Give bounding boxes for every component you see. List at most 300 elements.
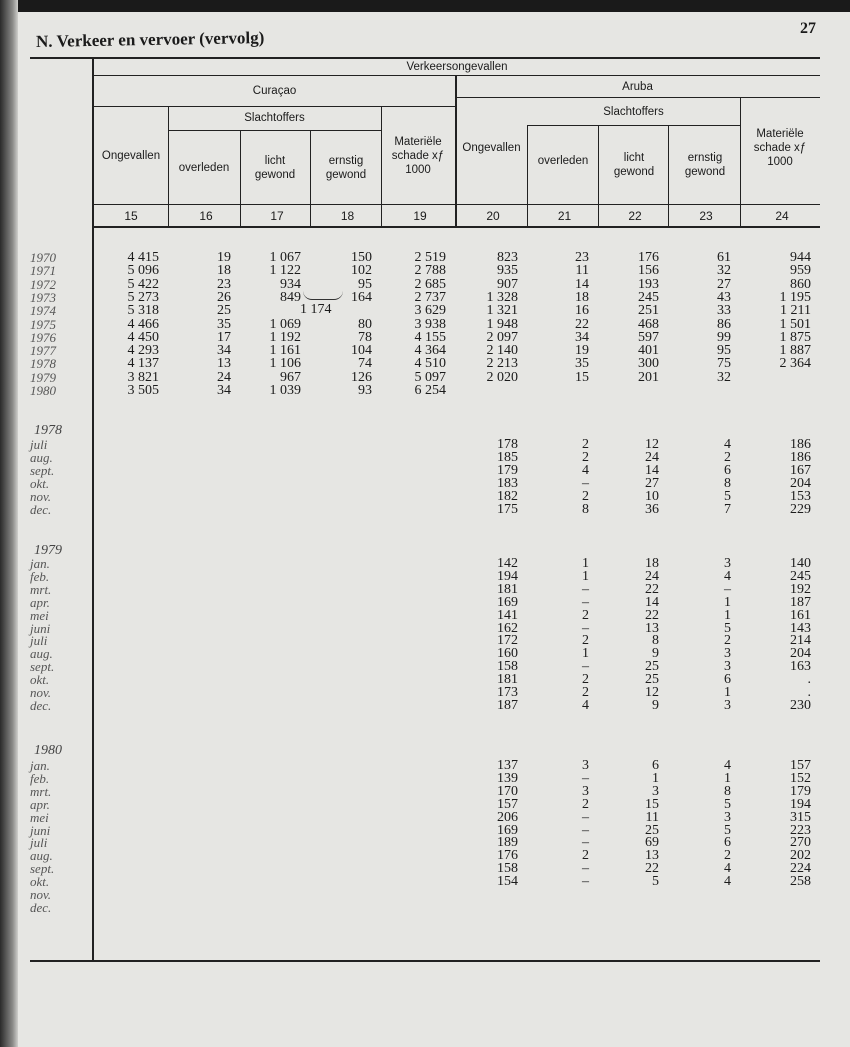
table-cell <box>92 901 168 914</box>
table-cell: 142 <box>497 556 518 571</box>
table-cell: 204 <box>790 475 811 491</box>
column-number: 23 <box>699 209 713 223</box>
row-label: 1971 <box>30 263 56 279</box>
table-cell: 179 <box>790 783 811 799</box>
row-label: jan. <box>30 556 50 571</box>
table-cell: 43 <box>717 289 731 305</box>
table-cell <box>240 862 310 875</box>
table-cell: 2 <box>582 437 589 452</box>
table-cell: 13 <box>645 848 659 864</box>
row-label: 1978 <box>30 356 56 372</box>
table-cell <box>310 772 381 785</box>
table-cell <box>168 622 240 635</box>
table-cell: 95 <box>717 343 731 359</box>
table-row <box>30 686 820 699</box>
table-cell: 8 <box>724 475 731 491</box>
table-cell <box>168 570 240 583</box>
table-cell <box>381 583 455 596</box>
table-cell: 934 <box>280 276 301 292</box>
table-cell <box>381 570 455 583</box>
table-row <box>30 660 820 673</box>
table-cell: 78 <box>358 329 372 345</box>
table-cell: 2 <box>582 607 589 623</box>
table-cell: . <box>807 672 811 688</box>
table-cell: 849 <box>280 289 301 305</box>
table-cell: 18 <box>645 556 659 571</box>
table-cell: – <box>582 874 589 890</box>
table-cell: 2 <box>724 848 731 864</box>
row-label: juni <box>30 620 51 636</box>
table-cell <box>168 772 240 785</box>
table-cell: 4 <box>582 697 589 713</box>
table-cell <box>381 824 455 837</box>
table-cell <box>527 384 598 397</box>
table-cell: 1 039 <box>269 383 301 398</box>
table-cell: 1 <box>724 770 731 786</box>
row-label: nov. <box>30 685 52 700</box>
table-cell: – <box>582 594 589 610</box>
table-cell: 186 <box>790 437 811 452</box>
table-cell: 169 <box>497 594 518 610</box>
table-cell: 4 364 <box>414 343 446 359</box>
table-cell <box>310 673 381 686</box>
table-cell <box>381 557 455 570</box>
table-cell: 1 <box>724 594 731 610</box>
table-cell <box>310 824 381 837</box>
table-row <box>30 583 820 596</box>
table-cell: 158 <box>497 659 518 675</box>
table-cell: 2 <box>582 848 589 864</box>
table-cell <box>240 686 310 699</box>
table-cell: 11 <box>575 263 589 279</box>
row-label: mei <box>30 809 49 825</box>
table-cell <box>92 686 168 699</box>
table-row <box>30 622 820 635</box>
table-cell <box>240 772 310 785</box>
table-cell: 223 <box>790 822 811 838</box>
table-cell <box>310 477 381 490</box>
table-cell: 2 <box>582 796 589 812</box>
table-cell: 1 321 <box>486 303 518 319</box>
row-label: okt. <box>30 874 50 890</box>
table-cell <box>381 438 455 451</box>
row-label: sept. <box>30 861 55 877</box>
table-cell <box>168 673 240 686</box>
table-cell: 4 415 <box>127 250 159 265</box>
table-cell <box>310 570 381 583</box>
brace-mark <box>303 291 343 300</box>
table-cell: 5 273 <box>127 289 159 305</box>
table-cell: 13 <box>645 620 659 636</box>
table-cell: 185 <box>497 449 518 465</box>
table-cell <box>240 570 310 583</box>
table-cell: – <box>582 835 589 851</box>
table-cell: 12 <box>645 437 659 452</box>
table-cell: – <box>582 770 589 786</box>
table-row <box>30 570 820 583</box>
table-cell: 14 <box>645 462 659 478</box>
table-cell: 4 510 <box>414 356 446 372</box>
table-cell: 36 <box>645 501 659 517</box>
table-cell: 3 <box>724 659 731 675</box>
table-cell: 1 161 <box>269 343 301 359</box>
table-cell <box>168 596 240 609</box>
table-cell: 27 <box>717 276 731 292</box>
table-cell: 251 <box>638 303 659 319</box>
table-cell: 161 <box>790 607 811 623</box>
table-cell <box>92 622 168 635</box>
table-cell: 186 <box>790 449 811 465</box>
table-cell <box>168 849 240 862</box>
row-label: dec. <box>30 501 52 517</box>
table-cell: 80 <box>358 316 372 332</box>
table-cell: 24 <box>645 568 659 584</box>
table-cell: 19 <box>575 343 589 359</box>
table-cell: 176 <box>638 250 659 265</box>
table-cell: 157 <box>790 758 811 773</box>
table-cell <box>310 699 381 712</box>
row-label: 1973 <box>30 289 56 305</box>
table-cell: 183 <box>497 475 518 491</box>
header-verkeersongevallen: Verkeersongevallen <box>406 61 508 73</box>
table-cell <box>168 888 240 901</box>
table-cell: 34 <box>575 329 589 345</box>
table-cell <box>92 647 168 660</box>
table-cell <box>310 862 381 875</box>
table-cell: 194 <box>497 568 518 584</box>
table-cell: 860 <box>790 276 811 292</box>
table-cell: 2 364 <box>779 356 811 372</box>
table-cell: 74 <box>358 356 372 372</box>
table-cell <box>92 477 168 490</box>
table-cell: 10 <box>645 488 659 504</box>
table-cell: 300 <box>638 356 659 372</box>
table-cell: 9 <box>652 646 659 662</box>
table-cell <box>240 609 310 622</box>
table-cell: 1 <box>582 568 589 584</box>
table-cell: 5 097 <box>414 369 446 385</box>
table-cell: 2 020 <box>486 369 518 385</box>
table-cell: 3 <box>582 783 589 799</box>
table-cell: 178 <box>497 437 518 452</box>
table-cell <box>381 836 455 849</box>
table-cell <box>168 901 240 914</box>
table-cell <box>240 699 310 712</box>
table-cell <box>381 686 455 699</box>
table-cell <box>310 811 381 824</box>
table-cell <box>310 609 381 622</box>
table-cell: 7 <box>724 501 731 517</box>
header-licht-gewond: licht gewond <box>613 152 655 178</box>
table-cell <box>240 477 310 490</box>
table-cell: 163 <box>790 659 811 675</box>
table-cell <box>240 647 310 660</box>
table-cell <box>240 503 310 516</box>
table-cell <box>381 503 455 516</box>
table-cell <box>92 464 168 477</box>
table-cell: 187 <box>790 594 811 610</box>
table-cell: 468 <box>638 316 659 332</box>
table-row <box>30 557 820 570</box>
row-label: mrt. <box>30 581 52 597</box>
row-label: aug. <box>30 646 53 662</box>
table-cell: 154 <box>497 874 518 890</box>
column-number: 15 <box>124 209 138 223</box>
table-cell <box>168 464 240 477</box>
table-cell: 1 195 <box>779 289 811 305</box>
table-cell <box>740 371 820 384</box>
table-cell: – <box>582 581 589 597</box>
table-cell: 4 <box>724 758 731 773</box>
table-cell: 823 <box>497 250 518 265</box>
bottom-rule <box>30 960 820 962</box>
row-label: apr. <box>30 796 50 812</box>
table-row <box>30 798 820 811</box>
table-row <box>30 901 820 914</box>
table-cell <box>92 503 168 516</box>
table-cell <box>168 862 240 875</box>
table-cell: 3 505 <box>127 383 159 398</box>
table-cell <box>168 557 240 570</box>
table-cell <box>381 673 455 686</box>
table-cell: 270 <box>790 835 811 851</box>
table-cell: 204 <box>790 646 811 662</box>
table-cell <box>168 811 240 824</box>
table-cell <box>310 451 381 464</box>
table-cell: 61 <box>717 250 731 265</box>
table-cell <box>240 583 310 596</box>
row-label: aug. <box>30 848 53 864</box>
table-cell <box>527 901 598 914</box>
table-row <box>30 849 820 862</box>
table-cell: 104 <box>351 343 372 359</box>
table-cell: 214 <box>790 633 811 649</box>
table-cell <box>168 686 240 699</box>
table-cell <box>455 901 527 914</box>
table-cell: 139 <box>497 770 518 786</box>
header-rule <box>94 204 820 205</box>
table-row <box>30 477 820 490</box>
table-cell: 1 069 <box>269 316 301 332</box>
table-cell: – <box>582 861 589 877</box>
table-cell <box>381 772 455 785</box>
table-cell: 4 155 <box>414 329 446 345</box>
table-cell <box>310 634 381 647</box>
header-slachtoffers-aruba: Slachtoffers <box>603 106 664 118</box>
row-label: juli <box>30 835 48 851</box>
table-cell <box>668 384 740 397</box>
table-cell <box>310 622 381 635</box>
table-cell: 69 <box>645 835 659 851</box>
row-label: 1974 <box>30 303 56 319</box>
column-number: 16 <box>199 209 213 223</box>
table-cell <box>310 596 381 609</box>
table-cell: 152 <box>790 770 811 786</box>
table-cell <box>598 888 668 901</box>
table-cell <box>381 451 455 464</box>
combined-1973-1974-value: 1 174 <box>300 302 332 317</box>
table-cell: 1 <box>652 770 659 786</box>
table-cell <box>381 862 455 875</box>
table-cell <box>240 888 310 901</box>
table-cell <box>168 634 240 647</box>
table-row <box>30 278 820 291</box>
table-cell: 935 <box>497 263 518 279</box>
row-label: juli <box>30 437 48 452</box>
table-cell: 102 <box>351 263 372 279</box>
table-row <box>30 759 820 772</box>
table-cell: 5 <box>652 874 659 890</box>
table-cell <box>92 759 168 772</box>
table-cell: 35 <box>217 316 231 332</box>
table-cell <box>92 888 168 901</box>
table-cell: 4 <box>582 462 589 478</box>
table-cell: 24 <box>645 449 659 465</box>
table-cell: 181 <box>497 581 518 597</box>
table-row <box>30 785 820 798</box>
row-label: mrt. <box>30 783 52 799</box>
table-cell <box>92 596 168 609</box>
table-cell: 175 <box>497 501 518 517</box>
table-cell <box>240 836 310 849</box>
column-number: 19 <box>413 209 427 223</box>
table-cell <box>168 785 240 798</box>
table-cell <box>168 477 240 490</box>
table-cell: 2 <box>582 488 589 504</box>
row-label: juli <box>30 633 48 649</box>
table-cell: 315 <box>790 809 811 825</box>
table-cell: – <box>724 581 731 597</box>
table-cell: – <box>582 620 589 636</box>
column-number: 24 <box>775 209 789 223</box>
table-cell: 25 <box>217 303 231 319</box>
table-cell <box>310 836 381 849</box>
table-cell: 179 <box>497 462 518 478</box>
header-ongevallen-curacao: Ongevallen <box>101 149 161 162</box>
table-cell: 182 <box>497 488 518 504</box>
table-cell: 141 <box>497 607 518 623</box>
row-label: mei <box>30 607 49 623</box>
table-cell: 162 <box>497 620 518 636</box>
book-binding-edge <box>0 0 18 1047</box>
table-cell: 12 <box>645 685 659 700</box>
table-cell <box>740 384 820 397</box>
table-cell: 1 <box>582 556 589 571</box>
table-cell: 18 <box>575 289 589 305</box>
table-row <box>30 862 820 875</box>
table-row <box>30 811 820 824</box>
table-cell <box>92 849 168 862</box>
header-rule <box>94 226 820 228</box>
table-cell <box>310 438 381 451</box>
section-year: 1979 <box>34 543 62 558</box>
table-cell <box>168 875 240 888</box>
table-cell <box>92 699 168 712</box>
table-cell: 2 <box>724 633 731 649</box>
table-cell: 6 <box>652 758 659 773</box>
table-cell: 32 <box>717 263 731 279</box>
table-row <box>30 291 820 304</box>
page-number: 27 <box>800 20 816 37</box>
table-cell: 1 875 <box>779 329 811 345</box>
table-cell: 8 <box>724 783 731 799</box>
table-row <box>30 772 820 785</box>
table-cell: 1 122 <box>269 263 301 279</box>
table-cell: 23 <box>217 276 231 292</box>
column-number: 20 <box>486 209 500 223</box>
table-cell <box>740 888 820 901</box>
table-cell <box>92 862 168 875</box>
row-label: sept. <box>30 462 55 478</box>
table-cell <box>168 699 240 712</box>
header-ongevallen-aruba: Ongevallen <box>462 142 521 154</box>
table-cell <box>310 583 381 596</box>
table-cell: 201 <box>638 369 659 385</box>
table-cell: – <box>582 475 589 491</box>
table-cell: 157 <box>497 796 518 812</box>
table-cell <box>92 772 168 785</box>
table-row <box>30 264 820 277</box>
table-cell: 167 <box>790 462 811 478</box>
table-cell <box>92 583 168 596</box>
table-cell: 1 067 <box>269 250 301 265</box>
table-cell: 3 <box>652 783 659 799</box>
row-label: 1972 <box>30 276 56 292</box>
table-cell: 3 <box>724 646 731 662</box>
table-cell <box>381 811 455 824</box>
table-cell <box>668 901 740 914</box>
table-row <box>30 596 820 609</box>
header-slachtoffers-curacao: Slachtoffers <box>244 112 305 124</box>
table-cell: 86 <box>717 316 731 332</box>
row-label: 1979 <box>30 369 56 385</box>
table-cell <box>92 490 168 503</box>
table-cell: 1 <box>724 607 731 623</box>
table-cell: 4 <box>724 437 731 452</box>
table-cell: 170 <box>497 783 518 799</box>
table-cell: 4 <box>724 861 731 877</box>
table-cell <box>240 557 310 570</box>
table-cell: 6 254 <box>414 383 446 398</box>
table-cell: 2 788 <box>414 263 446 279</box>
table-cell: 230 <box>790 697 811 713</box>
table-cell: 156 <box>638 263 659 279</box>
table-cell: 206 <box>497 809 518 825</box>
table-cell: 1 501 <box>779 316 811 332</box>
table-cell <box>92 557 168 570</box>
table-cell <box>92 660 168 673</box>
table-cell: 158 <box>497 861 518 877</box>
table-cell: 192 <box>790 581 811 597</box>
table-cell <box>240 785 310 798</box>
header-aruba: Aruba <box>622 81 653 93</box>
table-cell: 15 <box>645 796 659 812</box>
table-cell: 34 <box>217 383 231 398</box>
table-cell <box>168 583 240 596</box>
table-row <box>30 344 820 357</box>
table-row <box>30 673 820 686</box>
table-row <box>30 318 820 331</box>
table-cell <box>310 759 381 772</box>
table-cell <box>92 673 168 686</box>
table-cell <box>381 634 455 647</box>
row-label: aug. <box>30 449 53 465</box>
table-cell: 2 <box>582 685 589 700</box>
table-cell <box>381 647 455 660</box>
table-cell <box>168 609 240 622</box>
table-cell: 1 106 <box>269 356 301 372</box>
table-cell: 176 <box>497 848 518 864</box>
